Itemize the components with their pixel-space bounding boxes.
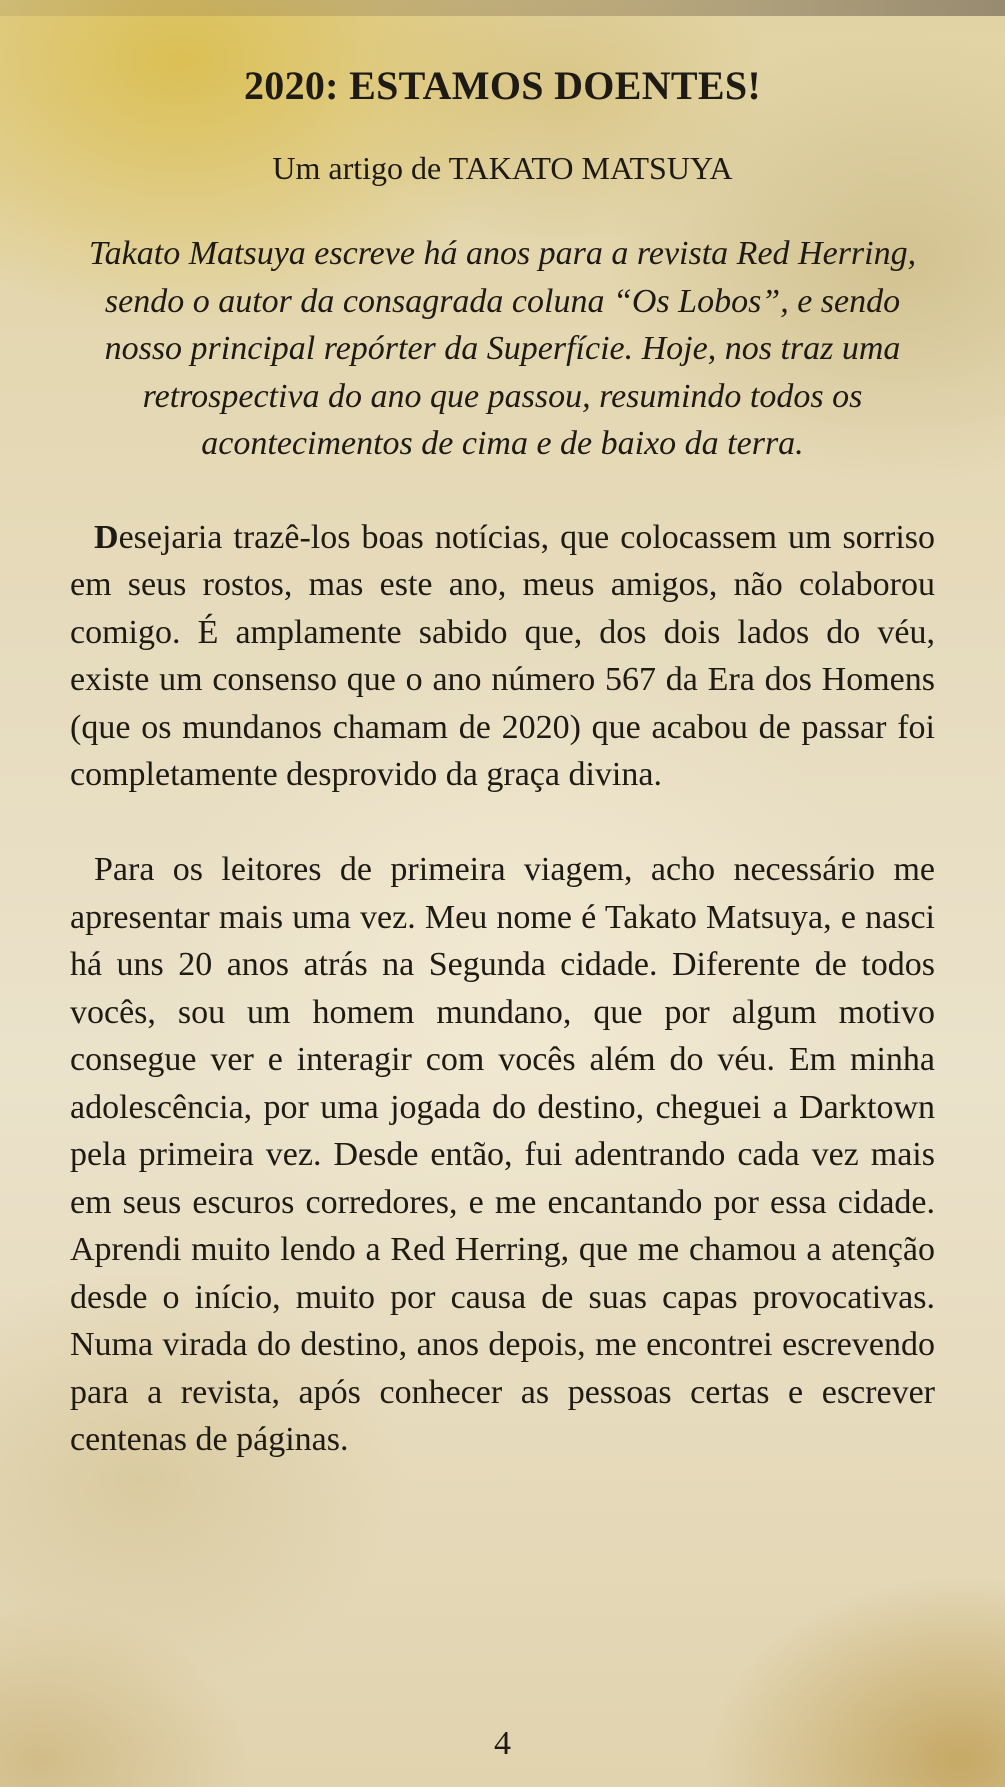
article-intro: Takato Matsuya escreve há anos para a revista Red Herring, sendo o autor da consagrada coluna “Os Lobos”, e sendo nosso principal repórter da Superfície. Hoje, nos traz uma retrospectiva do ano que passou, resumindo todos os acontecimentos de cima e de baixo da terra. bbox=[88, 235, 917, 462]
paragraph-1-text: esejaria trazê-los boas notícias, que colocassem um sorriso em seus rostos, mas este ano, meus amigos, não colaborou comigo. É amplamente sabido que, dos dois lados do véu, existe um consenso que o ano número 567 da Era dos Homens (que os mundanos chamam de 2020) que acabou de passar foi completamente desprovido da graça divina. bbox=[70, 518, 935, 793]
article-byline: Um artigo de TAKATO MATSUYA bbox=[272, 150, 733, 186]
drop-cap: D bbox=[94, 518, 119, 556]
page-number: 4 bbox=[494, 1725, 511, 1762]
article-paragraph-1 bbox=[70, 514, 935, 799]
article-title: 2020: ESTAMOS DOENTES! bbox=[243, 63, 762, 108]
page-top-edge bbox=[0, 0, 1005, 16]
article-paragraph-2: Para os leitores de primeira viagem, acho necessário me apresentar mais uma vez. Meu nome é Takato Matsuya, e nasci há uns 20 anos atrás na Segunda cidade. Diferente de todos vocês, sou um homem mundano, que por algum motivo consegue ver e interagir com vocês além do véu. Em minha adolescência, por uma jogada do destino, cheguei a Darktown pela primeira vez. Desde então, fui adentrando cada vez mais em seus escuros corredores, e me encantando por essa cidade. Aprendi muito lendo a Red Herring, que me chamou a atenção desde o início, muito por causa de suas capas provocativas. Numa virada do destino, anos depois, me encontrei escrevendo para a revista, após conhecer as pessoas certas e escrever centenas de páginas. bbox=[70, 851, 935, 1458]
article bbox=[70, 56, 935, 1464]
